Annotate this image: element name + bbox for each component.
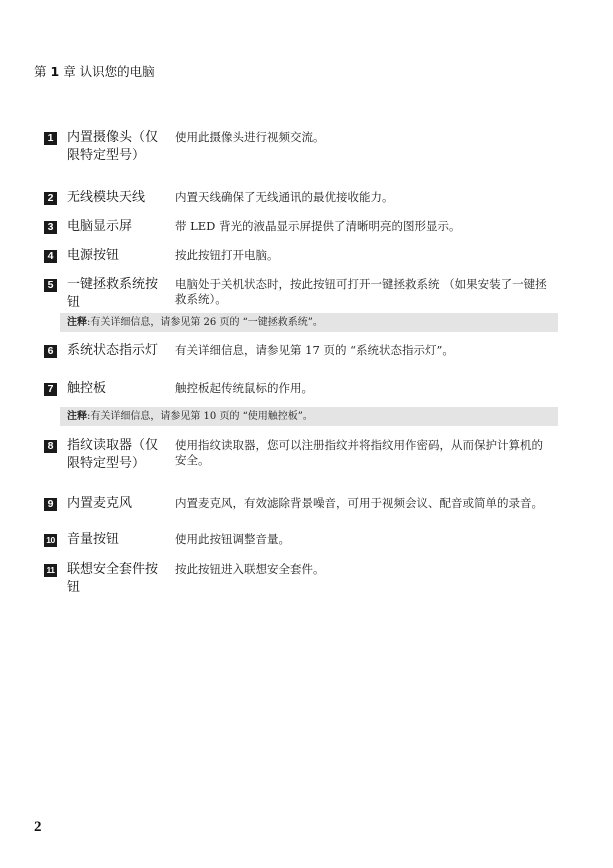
item-term: 指纹读取器（仅限特定型号）	[67, 438, 159, 471]
item-number-badge: 7	[44, 383, 57, 396]
note-bar	[60, 313, 558, 332]
item-term: 内置麦克风	[67, 496, 133, 511]
item-number-badge: 5	[44, 279, 57, 292]
note-text: :有关详细信息，请参见第 10 页的 “使用触控板”。	[87, 411, 313, 422]
item-description: 按此按钮进入联想安全套件。	[175, 562, 325, 576]
note-label: 注释	[67, 411, 87, 422]
chapter-header	[34, 62, 155, 80]
item-number-badge: 6	[44, 345, 57, 358]
chapter-title: 章 认识您的电脑	[63, 64, 155, 79]
item-description: 使用指纹读取器，您可以注册指纹并将指纹用作密码，从而保护计算机的安全。	[175, 438, 543, 467]
item-term: 无线模块天线	[67, 190, 146, 205]
item-number-badge: 3	[44, 221, 57, 234]
item-description: 带 LED 背光的液晶显示屏提供了清晰明亮的图形显示。	[175, 219, 461, 233]
item-term: 系统状态指示灯	[67, 343, 159, 358]
item-number-badge: 8	[44, 440, 57, 453]
item-description: 内置天线确保了无线通讯的最优接收能力。	[175, 190, 394, 204]
item-term: 触控板	[67, 381, 107, 396]
item-description: 内置麦克风，有效滤除背景噪音，可用于视频会议、配音或简单的录音。	[175, 496, 543, 510]
chapter-prefix: 第	[34, 64, 47, 79]
item-description: 使用此按钮调整音量。	[175, 532, 290, 546]
note-label: 注释	[67, 317, 87, 328]
item-term: 电脑显示屏	[67, 219, 133, 234]
item-term: 音量按钮	[67, 532, 120, 547]
item-term: 电源按钮	[67, 248, 120, 263]
item-description: 触控板起传统鼠标的作用。	[175, 381, 313, 395]
item-number-badge: 1	[44, 132, 57, 145]
item-number-badge: 2	[44, 192, 57, 205]
note-bar	[60, 407, 558, 426]
item-number-badge: 4	[44, 250, 57, 263]
item-term: 内置摄像头（仅限特定型号）	[67, 130, 159, 163]
item-description: 电脑处于关机状态时，按此按钮可打开一键拯救系统 （如果安装了一键拯救系统）。	[175, 277, 547, 306]
item-number-badge: 10	[44, 534, 57, 547]
item-description: 按此按钮打开电脑。	[175, 248, 279, 262]
chapter-number: 1	[50, 64, 60, 79]
item-number-badge: 11	[44, 564, 57, 577]
item-number-badge: 9	[44, 498, 57, 511]
page-number: 2	[34, 819, 42, 835]
item-description: 有关详细信息，请参见第 17 页的 “系统状态指示灯”。	[175, 343, 454, 357]
item-term: 联想安全套件按钮	[67, 562, 159, 595]
item-description: 使用此摄像头进行视频交流。	[175, 130, 325, 144]
note-text: :有关详细信息，请参见第 26 页的 “一键拯救系统”。	[87, 317, 323, 328]
item-term: 一键拯救系统按钮	[67, 277, 159, 310]
